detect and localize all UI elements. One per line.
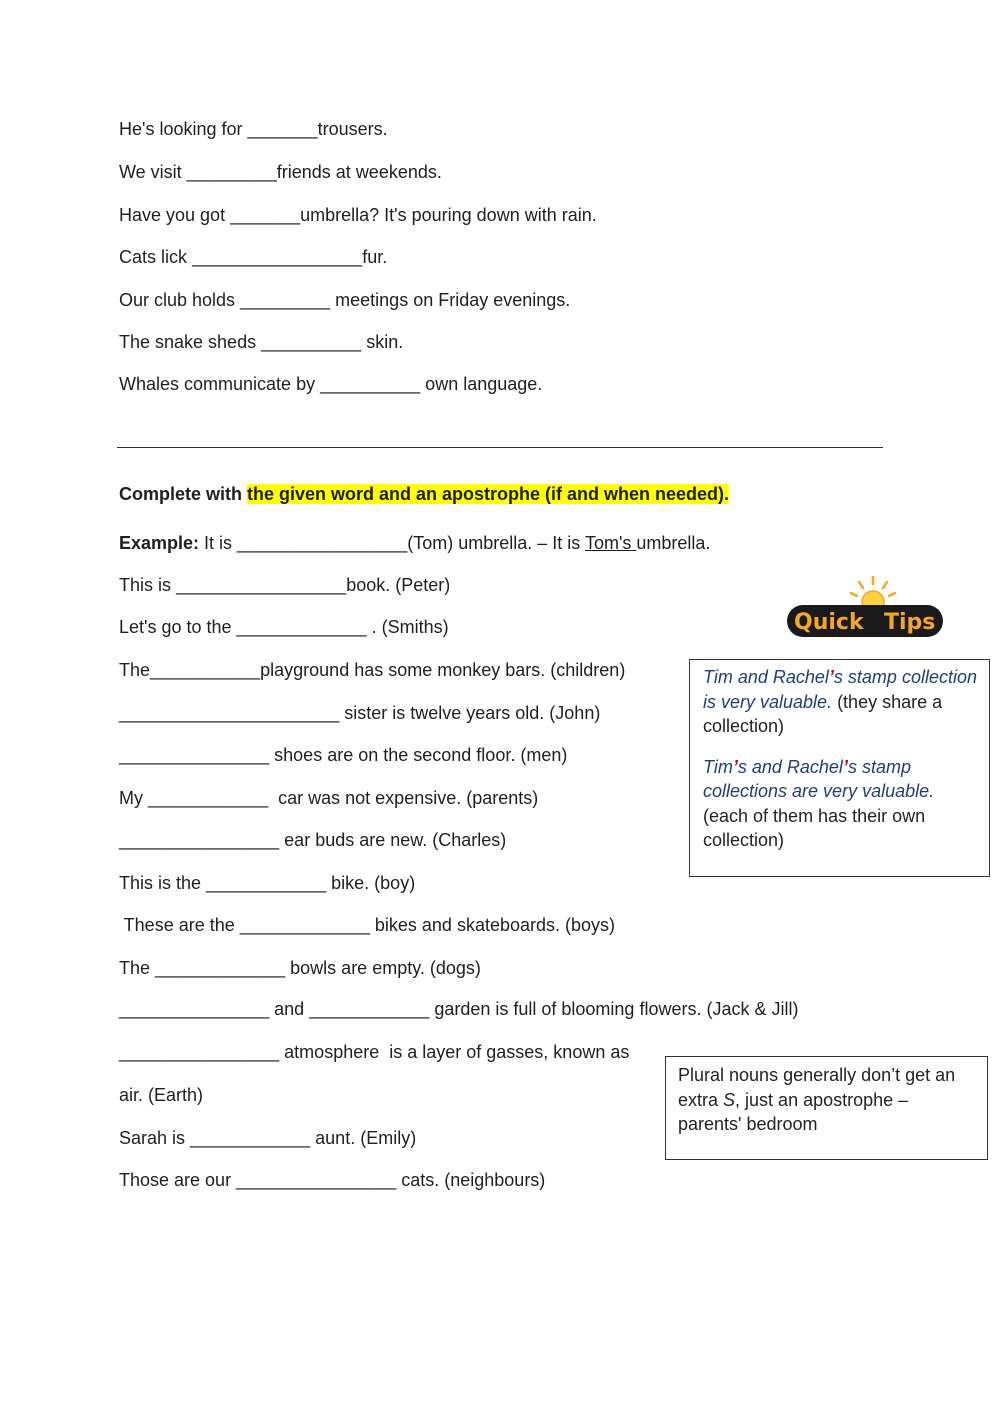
logo-word-tips: Tips: [884, 610, 936, 635]
tip-shared-collection: Tim and Rachel’s stamp collection is very valuable. (they share a collection): [703, 667, 977, 736]
exercise-sentence: ________________ ear buds are new. (Charles): [119, 830, 507, 850]
example-end: umbrella.: [636, 533, 711, 553]
exercise-sentence: The _____________ bowls are empty. (dogs): [119, 958, 481, 978]
exercise-sentence: ________________ atmosphere is a layer of gasses, known as: [119, 1042, 630, 1062]
exercise-sentence: _______________ shoes are on the second floor. (men): [119, 745, 568, 765]
exercise-sentence: Those are our ________________ cats. (neighbours): [119, 1170, 546, 1190]
instruction-highlight: the given word and an apostrophe (if and when needed).: [247, 484, 730, 504]
exercise-sentence: Sarah is ____________ aunt. (Emily): [119, 1128, 417, 1148]
exercise-sentence: Have you got _______umbrella? It's pouring down with rain.: [119, 205, 597, 225]
example-text: It is _________________(Tom) umbrella. – It is: [199, 533, 585, 553]
exercise-sentence: Our club holds _________ meetings on Friday evenings.: [119, 290, 571, 310]
exercise-sentence: Whales communicate by __________ own language.: [119, 374, 543, 394]
exercise-sentence: This is _________________book. (Peter): [119, 575, 451, 595]
exercise-sentence: He's looking for _______trousers.: [119, 119, 388, 139]
exercise-sentence: Let's go to the _____________ . (Smiths): [119, 617, 449, 637]
instruction-lead: Complete with: [119, 484, 248, 504]
exercise-sentence: These are the _____________ bikes and skateboards. (boys): [119, 915, 616, 935]
tip-box: [689, 659, 990, 877]
exercise-sentence: We visit _________friends at weekends.: [119, 162, 442, 182]
instruction: [119, 483, 729, 505]
example-line: [119, 532, 710, 554]
exercise-sentence: The snake sheds __________ skin.: [119, 332, 404, 352]
logo-word-quick: Quick: [794, 610, 864, 635]
exercise-sentence: ______________________ sister is twelve years old. (John): [119, 703, 601, 723]
section-divider: [117, 447, 883, 448]
plural-note-box: Plural nouns generally don’t get an extra S, just an apostrophe – parents' bedroom: [665, 1056, 988, 1160]
exercise-sentence: My ____________ car was not expensive. (parents): [119, 788, 539, 808]
exercise-sentence: air. (Earth): [119, 1085, 204, 1105]
example-label: Example:: [119, 533, 200, 553]
quick-tips-logo: [783, 575, 945, 641]
exercise-sentence: Cats lick _________________fur.: [119, 247, 388, 267]
tip-separate-collections: Tim’s and Rachel’s stamp collections are very valuable. (each of them has their own collection): [703, 756, 935, 850]
exercise-sentence: _______________ and ____________ garden is full of blooming flowers. (Jack & Jill): [119, 999, 799, 1019]
example-answer: Tom's: [584, 533, 637, 553]
exercise-sentence: The___________playground has some monkey bars. (children): [119, 660, 626, 680]
exercise-sentence: This is the ____________ bike. (boy): [119, 873, 416, 893]
